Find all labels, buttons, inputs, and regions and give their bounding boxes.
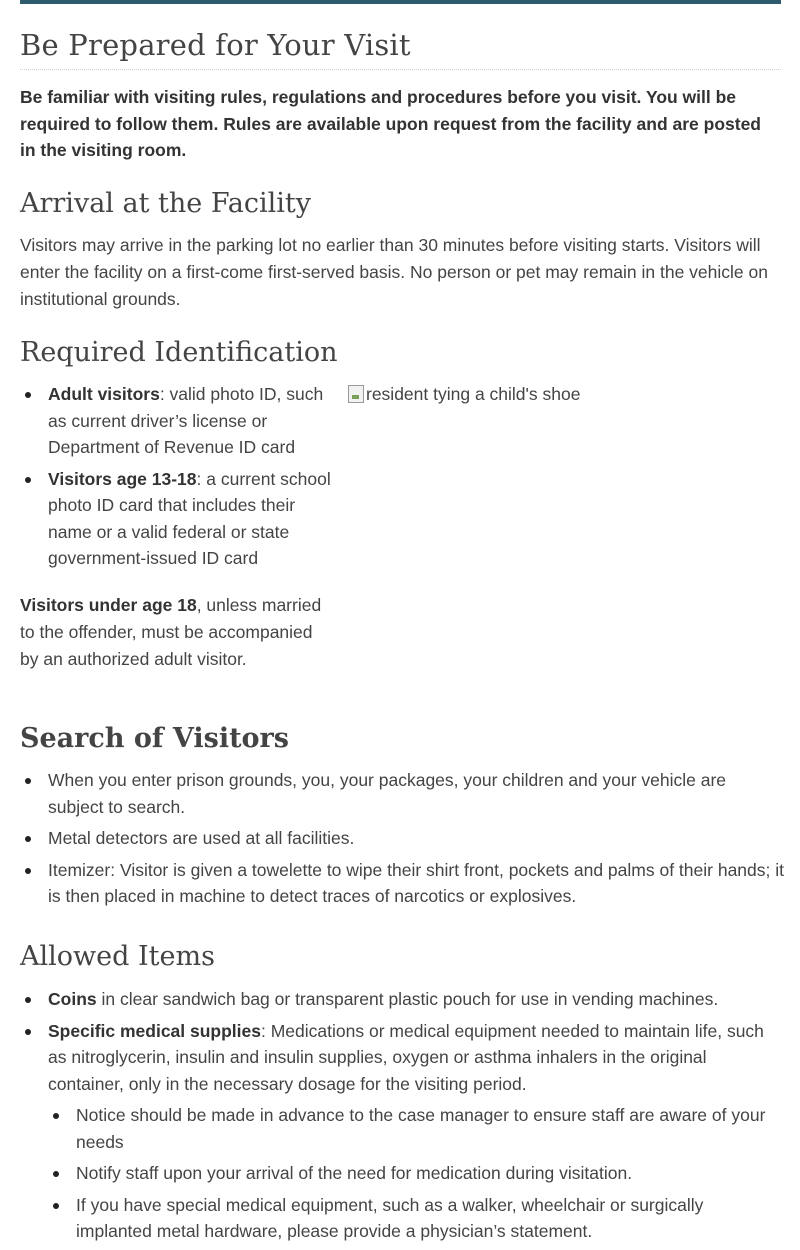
image-alt-text: resident tying a child's shoe <box>366 383 581 404</box>
intro-paragraph: Be familiar with visiting rules, regulations and procedures before you visit. You will be required to follow them. Rules are available upon request from the facility and are posted in the visiting room. <box>20 87 761 160</box>
coins-label: Coins <box>48 989 97 1009</box>
allowed-list <box>48 986 784 1250</box>
search-heading: Search of Visitors <box>20 723 289 754</box>
adult-visitors-label: Adult visitors <box>48 384 160 404</box>
arrival-paragraph: Visitors may arrive in the parking lot no earlier than 30 minutes before visiting starts. Visitors will enter the facility on a first-come first-served basis. No person or pet may remain in the vehicle on institutional grounds. <box>20 235 768 309</box>
medical-sublist <box>48 1102 784 1245</box>
list-item <box>48 381 340 461</box>
allowed-heading: Allowed Items <box>20 941 215 972</box>
visitors-13-18-text: : a current school photo ID card that includes their name or a valid federal or state government-issued ID card <box>48 468 331 568</box>
broken-image-icon <box>348 385 364 403</box>
list-item <box>48 986 784 1013</box>
under18-label: Visitors under age 18 <box>20 595 197 615</box>
visit-photo <box>348 383 580 405</box>
medical-supplies-label: Specific medical supplies <box>48 1020 261 1041</box>
adult-visitors-text: : valid photo ID, such as current driver’s license or Department of Revenue ID card <box>48 384 324 457</box>
coins-text: in clear sandwich bag or transparent plastic pouch for use in vending machines. <box>96 989 719 1009</box>
medical-supplies-text: : Medications or medical equipment needed to maintain life, such as nitroglycerin, insulin and insulin supplies, oxygen or asthma inhalers in the original container, only in the necessary dosage for the visiting period. <box>48 1020 764 1094</box>
list-item: Notify staff upon your arrival of the need for medication during visitation. <box>76 1160 784 1187</box>
title-divider <box>20 69 781 70</box>
list-item: Notice should be made in advance to the case manager to ensure staff are aware of your needs <box>76 1102 784 1155</box>
list-item <box>48 1018 784 1245</box>
identification-heading: Required Identification <box>20 337 338 368</box>
page-title: Be Prepared for Your Visit <box>20 28 411 62</box>
top-border <box>20 0 781 4</box>
list-item: If you have special medical equipment, such as a walker, wheelchair or surgically implanted metal hardware, please provide a physician’s statement. <box>76 1192 784 1245</box>
list-item <box>48 466 340 572</box>
arrival-heading: Arrival at the Facility <box>20 188 311 219</box>
list-item: Metal detectors are used at all facilities. <box>48 825 784 852</box>
under18-paragraph <box>20 592 330 673</box>
list-item: Itemizer: Visitor is given a towelette to wipe their shirt front, pockets and palms of their hands; it is then placed in machine to detect traces of narcotics or explosives. <box>48 857 784 910</box>
search-list <box>48 767 784 915</box>
list-item: When you enter prison grounds, you, your packages, your children and your vehicle are subject to search. <box>48 767 784 820</box>
under18-text: , unless married to the offender, must be accompanied by an authorized adult visitor. <box>20 595 322 669</box>
visitors-13-18-label: Visitors age 13-18 <box>48 468 197 489</box>
identification-list <box>48 381 340 577</box>
